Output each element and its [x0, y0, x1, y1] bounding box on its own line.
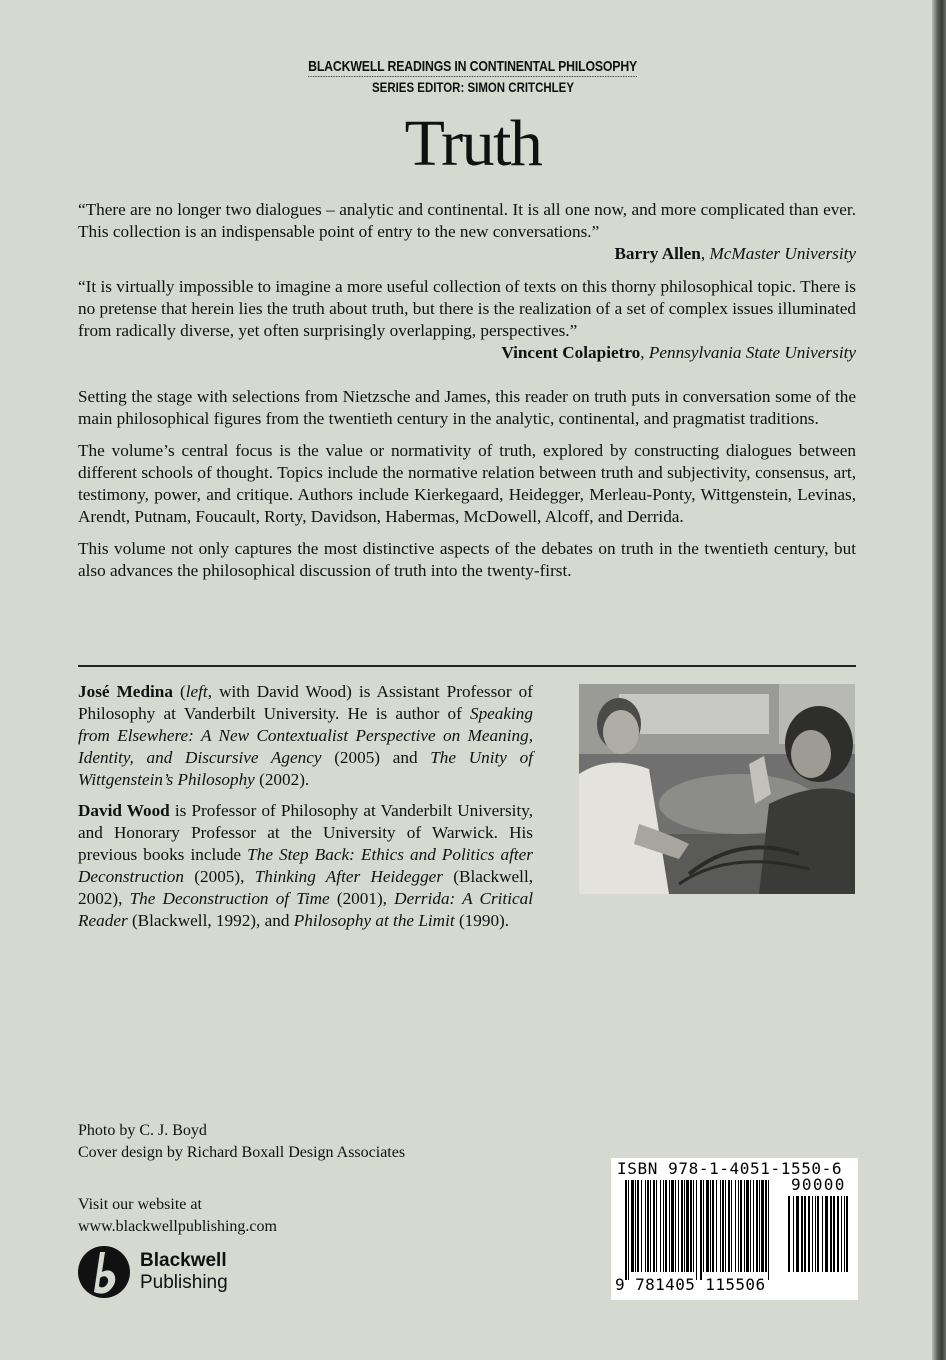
- isbn-number: ISBN 978-1-4051-1550-6: [617, 1159, 843, 1178]
- bio-wood: David Wood is Professor of Philosophy at Vanderbilt University, and Honorary Professor at the University of Warwick. His previous books include The Step Back: Ethics and Politics after Deconstruction (2005), Thinking After Heidegger (Blackwell, 2002), The Deconstruction of Time (2001), Derrida: A Critical Reader (Blackwell, 1992), and Philosophy at the Limit (1990).: [78, 801, 534, 930]
- addon-bar: [815, 1196, 816, 1272]
- book-title-ref: The Unity of Wittgenstein’s Philosophy: [78, 748, 533, 789]
- addon-bar: [846, 1196, 848, 1272]
- barcode-bar: [663, 1180, 664, 1272]
- barcode-bar: [706, 1180, 709, 1272]
- barcode-bar: [681, 1180, 683, 1272]
- barcode-bar: [647, 1180, 649, 1272]
- author-photo-image: [579, 684, 855, 894]
- bio-name: David Wood: [78, 801, 170, 820]
- book-description: [78, 386, 856, 592]
- addon-bar: [822, 1196, 823, 1272]
- barcode-bar: [765, 1180, 767, 1272]
- bio-name: José Medina: [78, 682, 173, 701]
- barcode-bar: [710, 1180, 711, 1272]
- description-paragraph: Setting the stage with selections from Nietzsche and James, this reader on truth puts in conversation some of the main philosophical figures from the twentieth century in the analytic, continental, and pragmatist traditions.: [78, 387, 856, 428]
- barcode-bar: [700, 1180, 702, 1280]
- quote-affiliation: McMaster University: [709, 244, 856, 263]
- barcode-bar: [716, 1180, 717, 1272]
- price-code: 90000: [791, 1175, 846, 1194]
- publisher-name: [140, 1250, 228, 1294]
- endorsement-quote: [78, 276, 856, 364]
- addon-bar: [844, 1196, 845, 1272]
- addon-bar: [793, 1196, 794, 1272]
- barcode-bar: [693, 1180, 694, 1272]
- credits: [78, 1120, 405, 1164]
- description-paragraph: The volume’s central focus is the value or normativity of truth, explored by constructing dialogues between different schools of thought. Topics include the normative relation between truth and subjectivity, consensus, art, testimony, power, and critique. Authors include Kierkegaard, Heidegger, Merleau-Ponty, Wittgenstein, Levinas, Arendt, Putnam, Foucault, Rorty, Davidson, Habermas, McDowell, Alcoff, and Derrida.: [78, 441, 856, 526]
- barcode-bar: [656, 1180, 657, 1272]
- book-title-ref: Philosophy at the Limit: [293, 911, 455, 930]
- section-divider: [78, 665, 856, 667]
- barcode-bar: [686, 1180, 689, 1272]
- isbn-barcode: [611, 1158, 858, 1300]
- barcode-bar: [735, 1180, 736, 1272]
- quote-author: Vincent Colapietro: [501, 343, 641, 362]
- website-url[interactable]: www.blackwellpublishing.com: [78, 1218, 277, 1235]
- design-credit: Cover design by Richard Boxall Design Associates: [78, 1144, 406, 1161]
- addon-bar: [801, 1196, 803, 1272]
- blackwell-logo-icon: [78, 1244, 130, 1300]
- publisher-logo: [78, 1244, 228, 1300]
- barcode-bar: [669, 1180, 670, 1272]
- addon-bar: [841, 1196, 842, 1272]
- quote-attribution: Barry Allen, McMaster University: [614, 244, 856, 263]
- barcode-bar: [671, 1180, 674, 1272]
- addon-bar: [796, 1196, 799, 1272]
- barcode-bar: [645, 1180, 646, 1272]
- addon-bar: [833, 1196, 835, 1272]
- barcode-bar: [759, 1180, 760, 1272]
- description-paragraph: This volume not only captures the most distinctive aspects of the debates on truth in the twentieth century, but also advances the philosophical discussion of truth into the twenty-first.: [78, 539, 856, 580]
- barcode-bar: [768, 1180, 769, 1280]
- barcode-bar: [744, 1180, 745, 1272]
- barcode-bar: [720, 1180, 721, 1272]
- barcode-bar: [660, 1180, 661, 1272]
- addon-bar: [825, 1196, 828, 1272]
- author-bios: [78, 681, 533, 941]
- quote-text: “It is virtually impossible to imagine a more useful collection of texts on this thorny philosophical topic. There is no pretense that herein lies the truth about truth, but there is the realization of a set of complex issues illuminated from radically diverse, yet often surprisingly overlapping, perspectives.”: [78, 277, 856, 340]
- addon-bar: [830, 1196, 832, 1272]
- barcode-bar: [725, 1180, 726, 1272]
- barcode-bar: [731, 1180, 732, 1272]
- series-editor: SERIES EDITOR: SIMON CRITCHLEY: [371, 79, 574, 95]
- barcode-bar: [678, 1180, 679, 1272]
- barcode-bar: [753, 1180, 754, 1272]
- barcode-bar: [641, 1180, 642, 1272]
- barcode-bar: [722, 1180, 724, 1272]
- photo-credit: Photo by C. J. Boyd: [78, 1122, 207, 1139]
- quote-attribution: Vincent Colapietro, Pennsylvania State University: [501, 343, 856, 362]
- quote-text: “There are no longer two dialogues – analytic and continental. It is all one now, and more complicated than ever. This collection is an indispensable point of entry to the new conversations.”: [78, 200, 856, 241]
- barcode-bar: [665, 1180, 667, 1272]
- series-header: [0, 58, 946, 95]
- endorsement-quote: [78, 199, 856, 265]
- addon-bar: [812, 1196, 813, 1272]
- barcode-bar: [761, 1180, 764, 1272]
- ean-number: 9 781405 115506: [615, 1275, 766, 1294]
- barcode-bar: [637, 1180, 639, 1272]
- website-label: Visit our website at: [78, 1196, 202, 1213]
- series-name: BLACKWELL READINGS IN CONTINENTAL PHILOSOPHY: [308, 58, 638, 75]
- barcode-bar: [728, 1180, 730, 1272]
- barcode-bar: [631, 1180, 634, 1272]
- barcode-bar: [756, 1180, 758, 1272]
- addon-bar: [788, 1196, 790, 1272]
- book-title-ref: Derrida: A Critical Reader: [78, 889, 533, 930]
- barcode-bar: [650, 1180, 651, 1272]
- book-title-ref: Thinking After Heidegger: [254, 867, 444, 886]
- barcode-bar: [712, 1180, 714, 1272]
- barcode-bar: [635, 1180, 636, 1272]
- barcode-bar: [684, 1180, 685, 1272]
- barcode-bar: [625, 1180, 627, 1280]
- barcode-bar: [750, 1180, 751, 1272]
- addon-bar: [837, 1196, 839, 1272]
- book-title-ref: The Step Back: Ethics and Politics after Deconstruction: [78, 845, 533, 886]
- author-photo: [579, 684, 855, 894]
- book-title-ref: The Deconstruction of Time: [129, 889, 330, 908]
- publisher-line1: Blackwell: [140, 1250, 227, 1271]
- barcode-bar: [696, 1180, 697, 1280]
- barcode-bar: [703, 1180, 704, 1272]
- addon-bar: [808, 1196, 810, 1272]
- bio-medina: José Medina (left, with David Wood) is Assistant Professor of Philosophy at Vanderbilt University. He is author of Speaking from Elsewhere: A New Contextualist Perspective on Meaning, Identity, and Discursive Agency (2005) and The Unity of Wittgenstein’s Philosophy (2002).: [78, 682, 533, 789]
- barcode-bar: [628, 1180, 629, 1280]
- book-title: Truth: [404, 107, 542, 180]
- publisher-line2: Publishing: [140, 1272, 228, 1293]
- barcode-bar: [653, 1180, 655, 1272]
- quote-affiliation: Pennsylvania State University: [648, 343, 856, 362]
- barcode-bar: [675, 1180, 676, 1272]
- barcode-bar: [690, 1180, 692, 1272]
- addon-bar: [804, 1196, 806, 1272]
- addon-bar: [817, 1196, 819, 1272]
- barcode-bar: [740, 1180, 742, 1272]
- barcode-bar: [738, 1180, 739, 1272]
- book-title-ref: Speaking from Elsewhere: A New Contextualist Perspective on Meaning, Identity, and Discursive Agency: [78, 704, 533, 767]
- website-block: [78, 1194, 277, 1238]
- cover-edge-shadow: [932, 0, 946, 1360]
- quote-author: Barry Allen: [614, 244, 701, 263]
- barcode-bar: [746, 1180, 749, 1272]
